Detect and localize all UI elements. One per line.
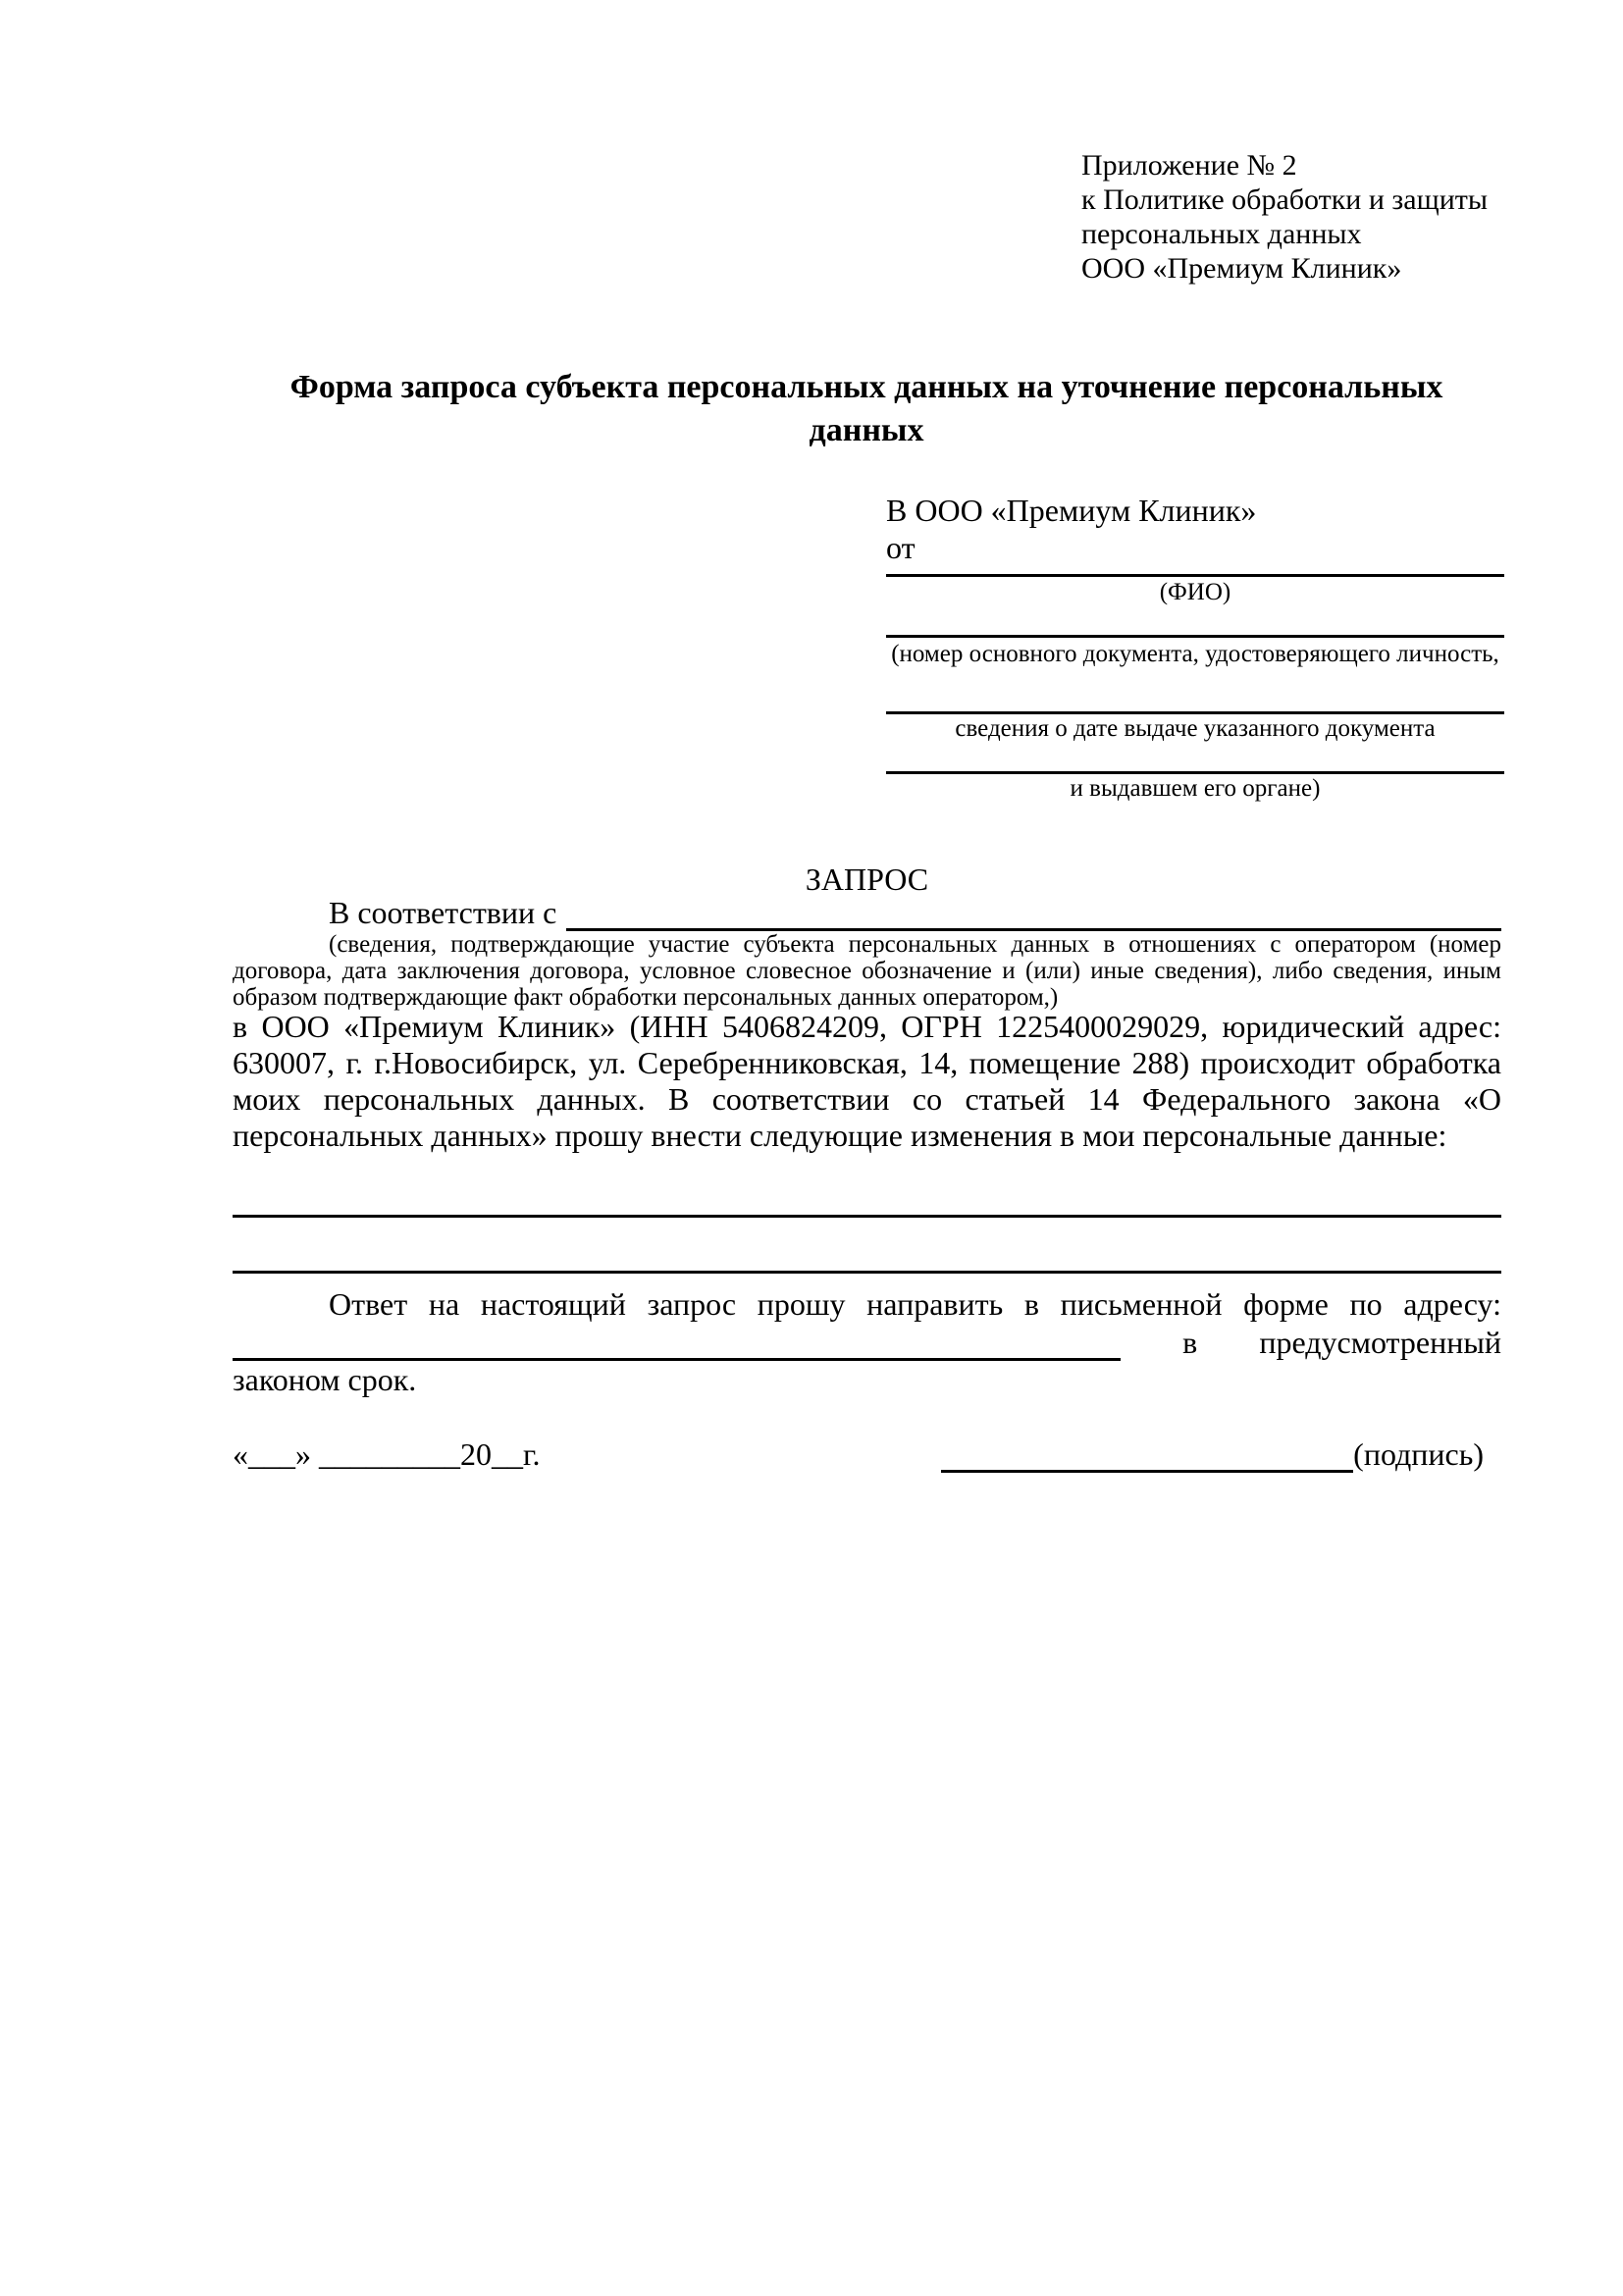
fio-blank-line [886,574,1504,577]
appendix-line: Приложение № 2 [1081,149,1297,182]
answer-address-line [233,1325,1501,1361]
document-number-blank-line [886,635,1504,638]
issuing-authority-caption: и выдавшем его органе) [1070,775,1321,802]
date-signature-row [233,1435,1501,1473]
issue-date-caption: сведения о дате выдаче указанного документа [955,715,1436,742]
changes-blank-line-1 [233,1215,1501,1218]
issue-date-blank-line [886,711,1504,714]
signature-group [941,1435,1484,1473]
request-body: в ООО «Премиум Клиник» (ИНН 5406824209, ОГРН 1225400029029, юридический адрес: 630007, г. г.Новосибирск, ул. Серебренниковская, 14, помещение 288) происходит обработка моих персональных данных. В соответствии со статьей 14 Федерального закона «О персональных данных» прошу внести следующие изменения в мои персональные данные: [233,1009,1501,1153]
appendix-block [1081,148,1513,286]
date-blank: «___» _________20__г. [233,1436,541,1472]
intro-label: В соответствии с [329,895,557,930]
intro-line [233,895,1501,931]
request-heading: ЗАПРОС [805,861,929,897]
signature-caption: (подпись) [1353,1436,1484,1472]
addressee-block [886,492,1504,566]
answer-intro: Ответ на настоящий запрос прошу направить в письменной форме по адресу: [329,1286,1501,1322]
page-title: Форма запроса субъекта персональных данных на уточнение персональных данных [289,369,1443,448]
appendix-line: к Политике обработки и защиты [1081,183,1489,216]
signature-blank-line [941,1435,1353,1473]
address-blank-line [233,1329,1121,1361]
fio-caption: (ФИО) [1159,579,1231,605]
issuing-authority-blank-line [886,771,1504,774]
addressee-from-label: от [886,530,916,565]
appendix-line: ООО «Премиум Клиник» [1081,252,1402,285]
answer-tail: законом срок. [233,1362,417,1397]
document-number-caption: (номер основного документа, удостоверяющего личность, [891,641,1499,667]
addressee-organization: В ООО «Премиум Клиник» [886,493,1257,528]
appendix-line: персональных данных [1081,218,1362,250]
basis-blank-line [566,899,1501,931]
legal-footnote: (сведения, подтверждающие участие субъекта персональных данных в отношениях с оператором (номер договора, дата заключения договора, условное словесное обозначение и (или) иные сведения), либо сведения, иным образом подтверждающие факт обработки персональных данных оператором,) [233,931,1501,1011]
changes-blank-line-2 [233,1271,1501,1274]
answer-word: в [1182,1325,1198,1360]
answer-word: предусмотренный [1259,1325,1501,1360]
